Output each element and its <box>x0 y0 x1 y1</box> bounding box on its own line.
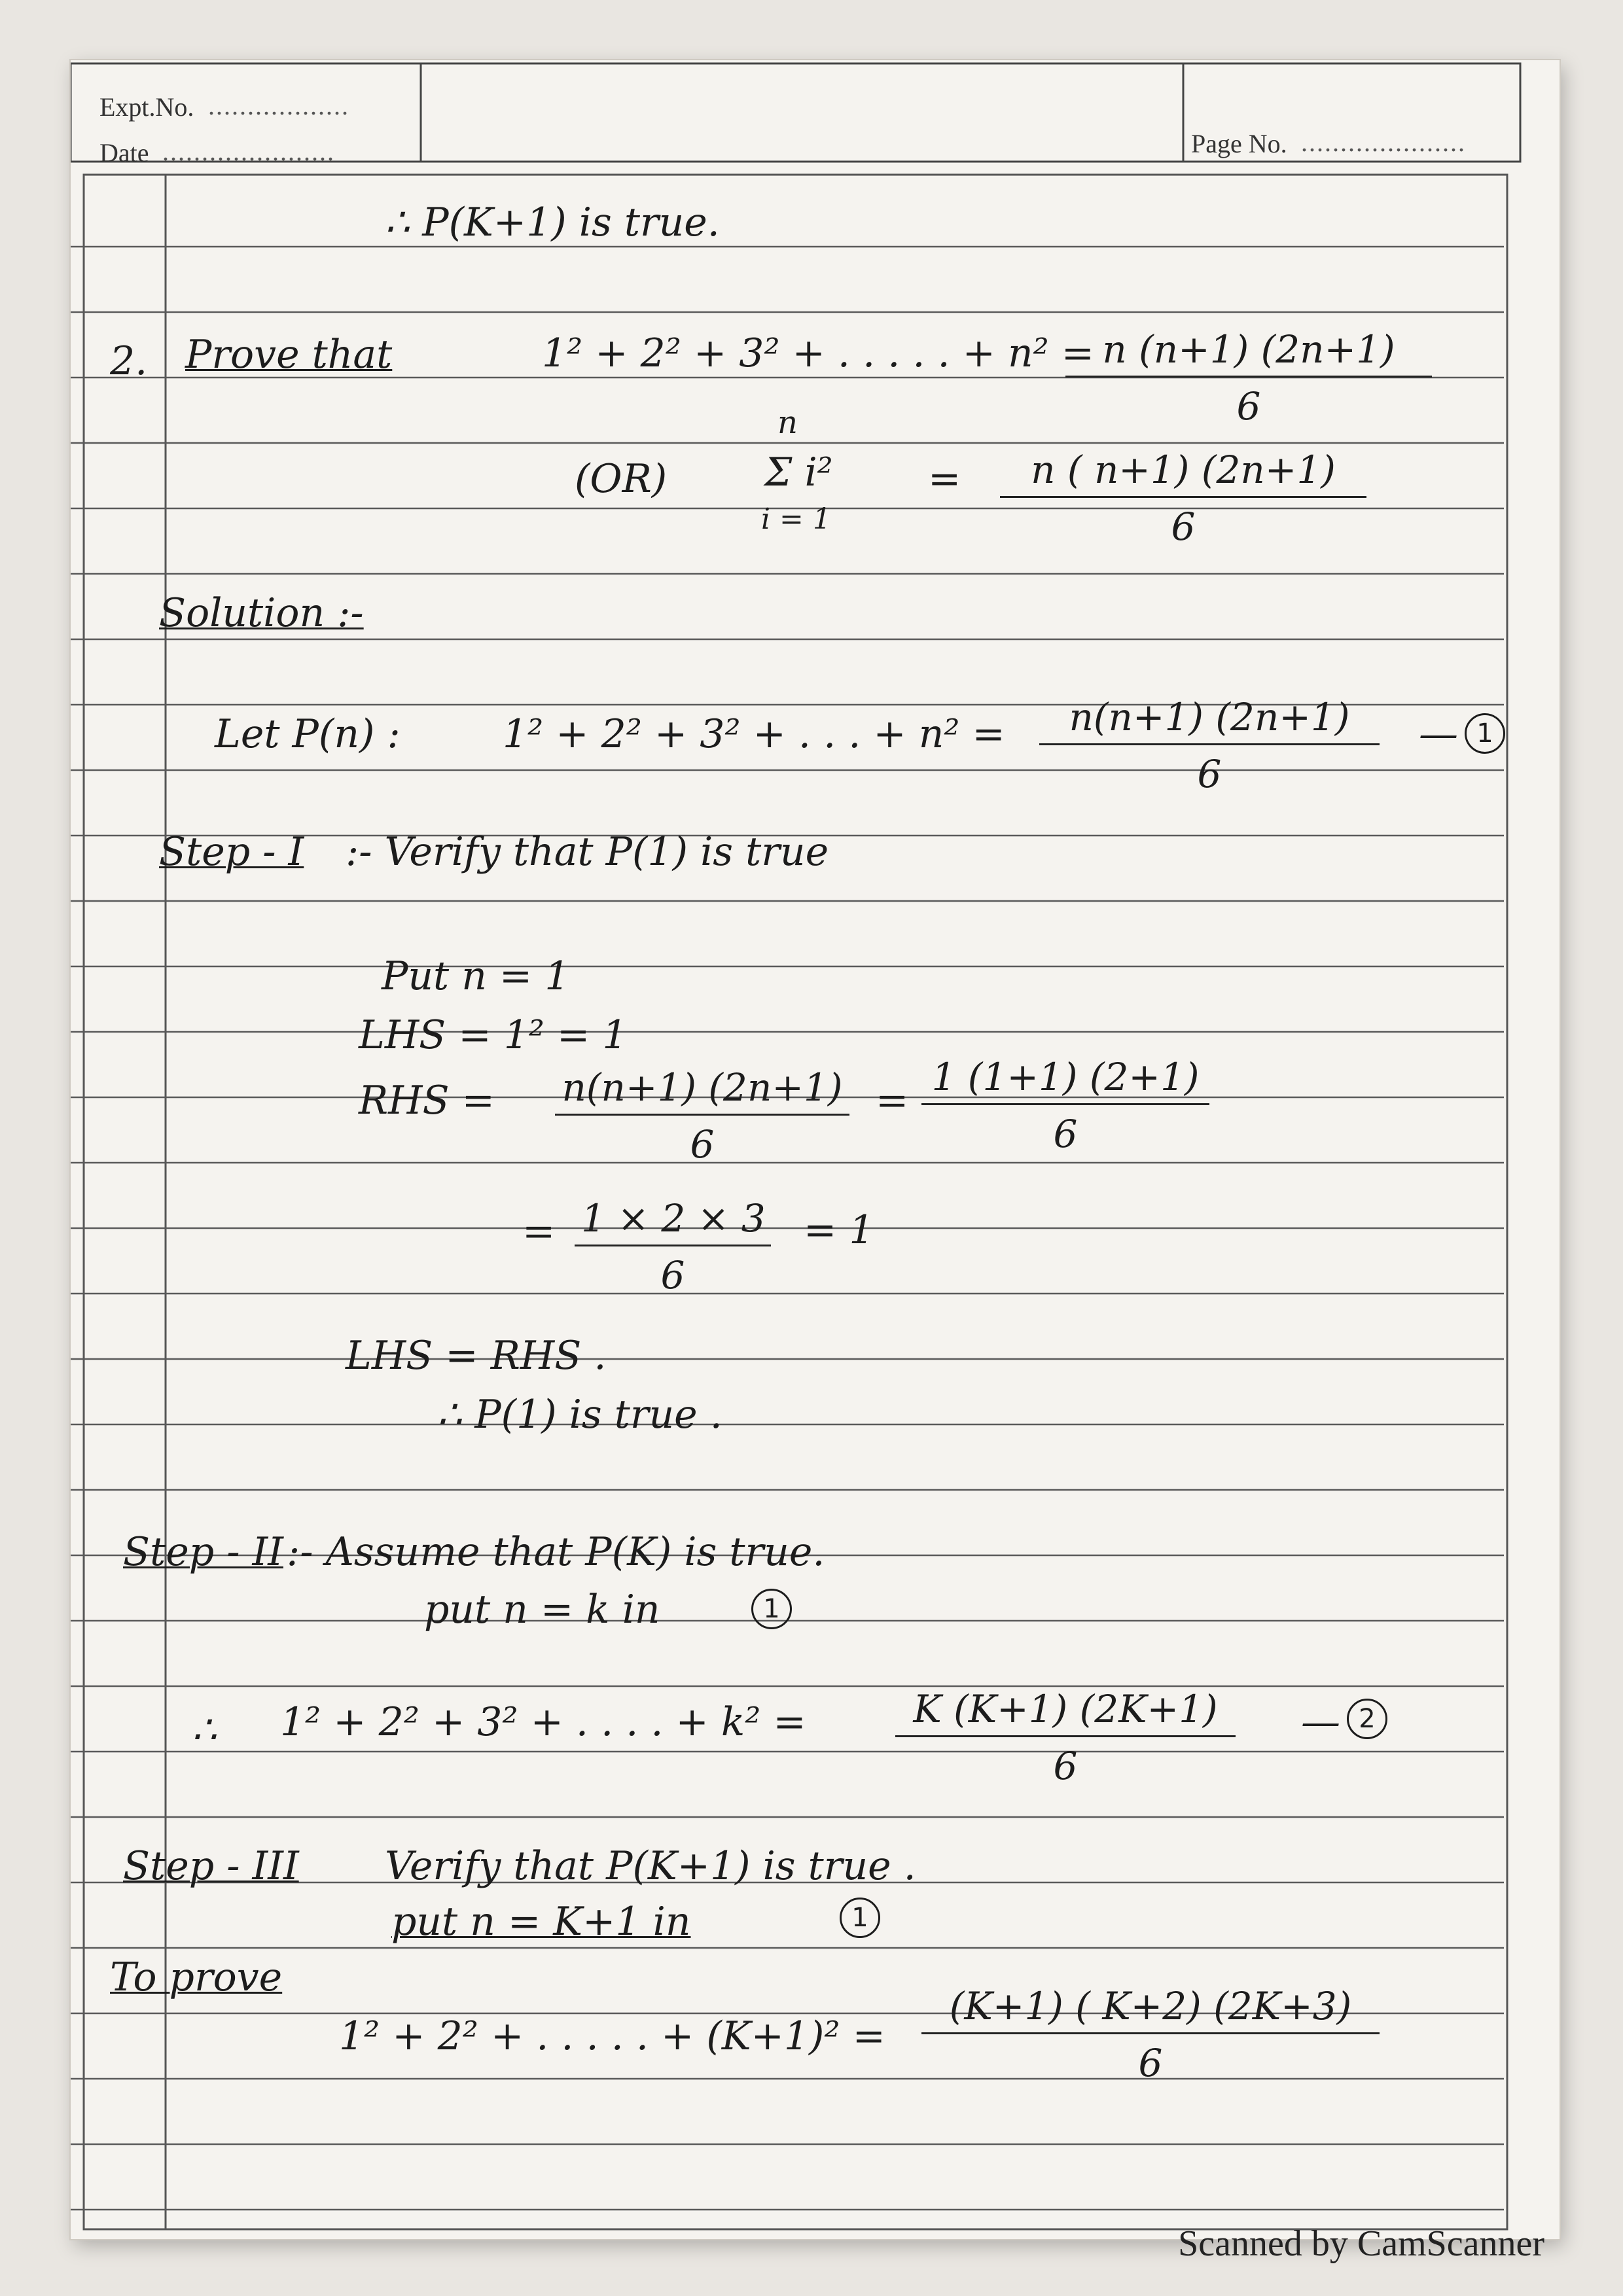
sigma-rhs-denominator: 6 <box>1171 504 1196 549</box>
rhs-general-fraction <box>555 1065 849 1167</box>
sigma-equals: = <box>928 456 961 502</box>
let-statement-lhs: 1² + 2² + 3² + . . . + n² = <box>503 711 1005 757</box>
put-n-equals-1: Put n = 1 <box>382 953 570 999</box>
rhs-general-numerator: n(n+1) (2n+1) <box>555 1065 849 1116</box>
rhs-substituted-denominator: 6 <box>1053 1112 1078 1156</box>
put-n-equals-k: put n = k in <box>424 1587 660 1633</box>
rhs-general-denominator: 6 <box>690 1122 715 1167</box>
rhs-substituted-numerator: 1 (1+1) (2+1) <box>921 1055 1209 1105</box>
step-3-text: Verify that P(K+1) is true . <box>385 1843 916 1889</box>
sigma-rhs-fraction <box>1000 448 1366 549</box>
expt-no-label: Expt.No. <box>99 92 194 122</box>
question-prompt: Prove that <box>185 332 393 378</box>
calc-fraction <box>575 1196 771 1298</box>
lhs-equals-rhs: LHS = RHS . <box>346 1333 607 1379</box>
calc-result: = 1 <box>804 1207 874 1253</box>
question-lhs: 1² + 2² + 3² + . . . . . + n² = <box>542 330 1095 376</box>
step-2-therefore: ∴ <box>192 1707 217 1753</box>
expt-no-dots: .................. <box>208 91 349 120</box>
let-statement-label: Let P(n) : <box>215 711 401 757</box>
step-2-lhs: 1² + 2² + 3² + . . . . + k² = <box>280 1699 806 1745</box>
calc-denominator: 6 <box>660 1253 685 1298</box>
ref-equation-1-again: 1 <box>840 1898 880 1938</box>
question-number: 2. <box>110 338 148 384</box>
lhs-computation: LHS = 1² = 1 <box>359 1012 628 1058</box>
ref-equation-1: 1 <box>751 1589 792 1629</box>
step-1-text: :- Verify that P(1) is true <box>346 829 829 875</box>
page-no-dots: ..................... <box>1301 128 1466 157</box>
sigma-expression: Σ i² <box>764 450 833 495</box>
step-2-rhs-fraction <box>895 1687 1236 1788</box>
calc-numerator: 1 × 2 × 3 <box>575 1196 771 1246</box>
to-prove-lhs: 1² + 2² + . . . . . + (K+1)² = <box>339 2013 885 2059</box>
to-prove-rhs-fraction <box>921 1984 1380 2085</box>
step-2-rhs-numerator: K (K+1) (2K+1) <box>895 1687 1236 1737</box>
to-prove-rhs-numerator: (K+1) ( K+2) (2K+3) <box>921 1984 1380 2034</box>
sigma-lower-limit: i = 1 <box>761 503 831 536</box>
to-prove-label: To prove <box>110 1954 283 2000</box>
date-label: Date <box>99 138 149 168</box>
step-2-text: :- Assume that P(K) is true. <box>287 1529 825 1575</box>
conclusion-previous: ∴ P(K+1) is true. <box>385 200 720 245</box>
step-3-label: Step - III <box>123 1843 299 1889</box>
p1-true-conclusion: ∴ P(1) is true . <box>437 1392 722 1438</box>
rhs-substituted-fraction <box>921 1055 1209 1156</box>
question-rhs-numerator: n (n+1) (2n+1) <box>1065 327 1432 378</box>
rhs-equals: = <box>876 1078 909 1123</box>
put-n-equals-k-plus-1: put n = K+1 in <box>391 1899 691 1945</box>
step-2-rhs-denominator: 6 <box>1053 1744 1078 1788</box>
solution-heading: Solution :- <box>159 590 364 636</box>
date-dots: ...................... <box>162 137 335 166</box>
question-rhs-fraction <box>1065 327 1432 429</box>
step-2-label: Step - II <box>123 1529 283 1575</box>
or-label: (OR) <box>575 456 668 502</box>
let-rhs-numerator: n(n+1) (2n+1) <box>1039 695 1380 745</box>
scanner-watermark: Scanned by CamScanner <box>1178 2223 1544 2264</box>
step-1-label: Step - I <box>159 829 304 875</box>
let-statement-rhs-fraction <box>1039 695 1380 796</box>
rhs-label: RHS = <box>359 1078 495 1123</box>
calc-equals: = <box>522 1209 556 1254</box>
equation-2-dash: — <box>1301 1699 1340 1745</box>
question-rhs-denominator: 6 <box>1236 384 1261 429</box>
notebook-page <box>71 60 1560 2239</box>
equation-marker-2: 2 <box>1347 1699 1387 1739</box>
equation-1-dash: — <box>1419 711 1458 757</box>
sigma-upper-limit: n <box>777 404 798 441</box>
let-rhs-denominator: 6 <box>1197 752 1222 796</box>
equation-marker-1: 1 <box>1465 713 1505 754</box>
to-prove-rhs-denominator: 6 <box>1138 2041 1163 2085</box>
page-no-label: Page No. <box>1191 129 1287 158</box>
sigma-rhs-numerator: n ( n+1) (2n+1) <box>1000 448 1366 498</box>
